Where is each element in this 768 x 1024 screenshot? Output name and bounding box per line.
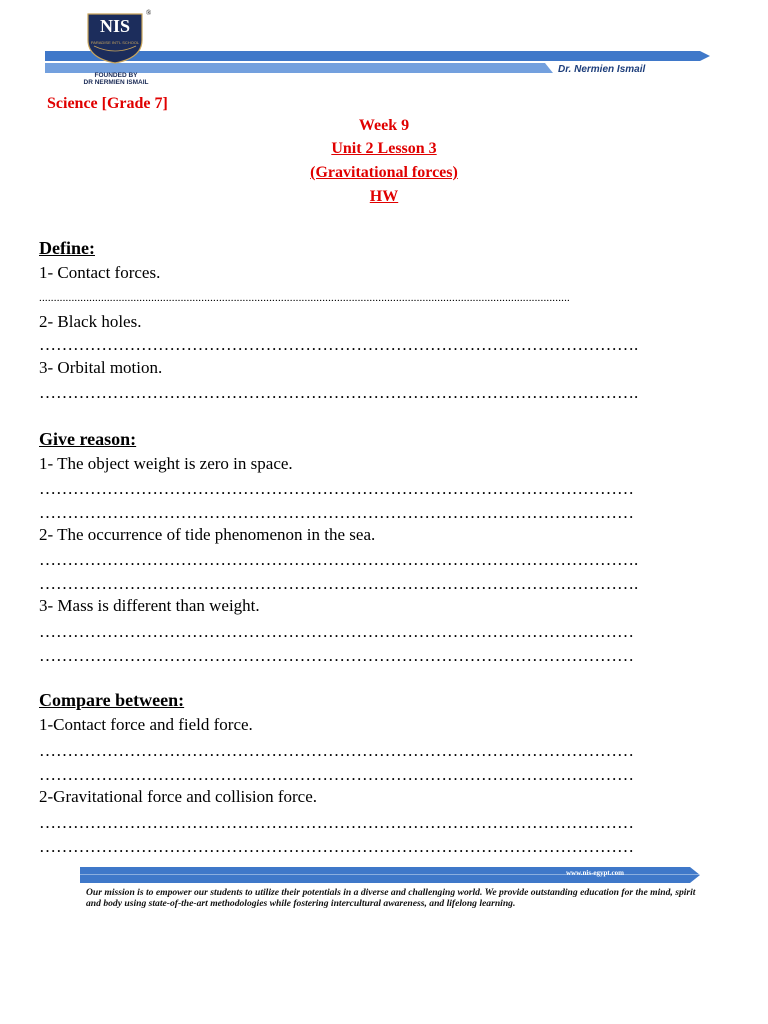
answer-line[interactable]: …………………………………………………………………………………………… (39, 646, 634, 665)
week-label: Week 9 (358, 117, 410, 134)
logo-subtext: PARADISE INT'L SCHOOL (90, 40, 140, 45)
answer-line[interactable]: .................................................................................................................................................................................... (39, 292, 570, 304)
compare-item-1: 1-Contact force and field force. (39, 715, 253, 734)
founded-line-1: FOUNDED BY (94, 72, 138, 79)
founded-line-2: DR NERMIEN ISMAIL (83, 79, 149, 86)
answer-line[interactable]: …………………………………………………………………………………………… (39, 741, 634, 760)
define-item-1: 1- Contact forces. (39, 263, 161, 282)
answer-line[interactable]: ……………………………………………………………………………………………. (39, 574, 639, 593)
mission-statement: Our mission is to empower our students to utilize their potentials in a diverse and challenging world. We provide outstanding education for the mind, spirit and body using state-of-the-art methodologies while fostering intercultural awareness, and lifelong learning. (86, 887, 696, 909)
founded-by (66, 72, 166, 86)
reason-item-1: 1- The object weight is zero in space. (39, 454, 293, 473)
website-link[interactable]: www.nis-egypt.com (566, 869, 624, 877)
compare-item-2: 2-Gravitational force and collision force. (39, 787, 318, 806)
hw-label: HW (369, 188, 399, 205)
logo-text: NIS (99, 16, 130, 36)
answer-line[interactable]: …………………………………………………………………………………………… (39, 813, 634, 832)
reason-item-2: 2- The occurrence of tide phenomenon in the sea. (39, 525, 376, 544)
define-heading: Define: (39, 238, 95, 258)
subject-title: Science [Grade 7] (47, 95, 168, 112)
answer-line[interactable]: ……………………………………………………………………………………………. (39, 550, 639, 569)
reason-heading: Give reason: (39, 429, 137, 449)
answer-line[interactable]: …………………………………………………………………………………………… (39, 837, 634, 856)
topic-label: (Gravitational forces) (310, 164, 458, 181)
answer-line[interactable]: ……………………………………………………………………………………………. (39, 335, 639, 354)
answer-line[interactable]: ……………………………………………………………………………………………. (39, 383, 639, 402)
define-item-2: 2- Black holes. (39, 312, 142, 331)
author-name: Dr. Nermien Ismail (558, 64, 646, 75)
reason-item-3: 3- Mass is different than weight. (39, 596, 260, 615)
registered-mark: ® (146, 9, 152, 17)
unit-label: Unit 2 Lesson 3 (331, 140, 437, 157)
compare-heading: Compare between: (39, 690, 185, 710)
define-item-3: 3- Orbital motion. (39, 358, 163, 377)
answer-line[interactable]: …………………………………………………………………………………………… (39, 622, 634, 641)
answer-line[interactable]: …………………………………………………………………………………………… (39, 765, 634, 784)
answer-line[interactable]: …………………………………………………………………………………………… (39, 479, 634, 498)
answer-line[interactable]: …………………………………………………………………………………………… (39, 503, 634, 522)
